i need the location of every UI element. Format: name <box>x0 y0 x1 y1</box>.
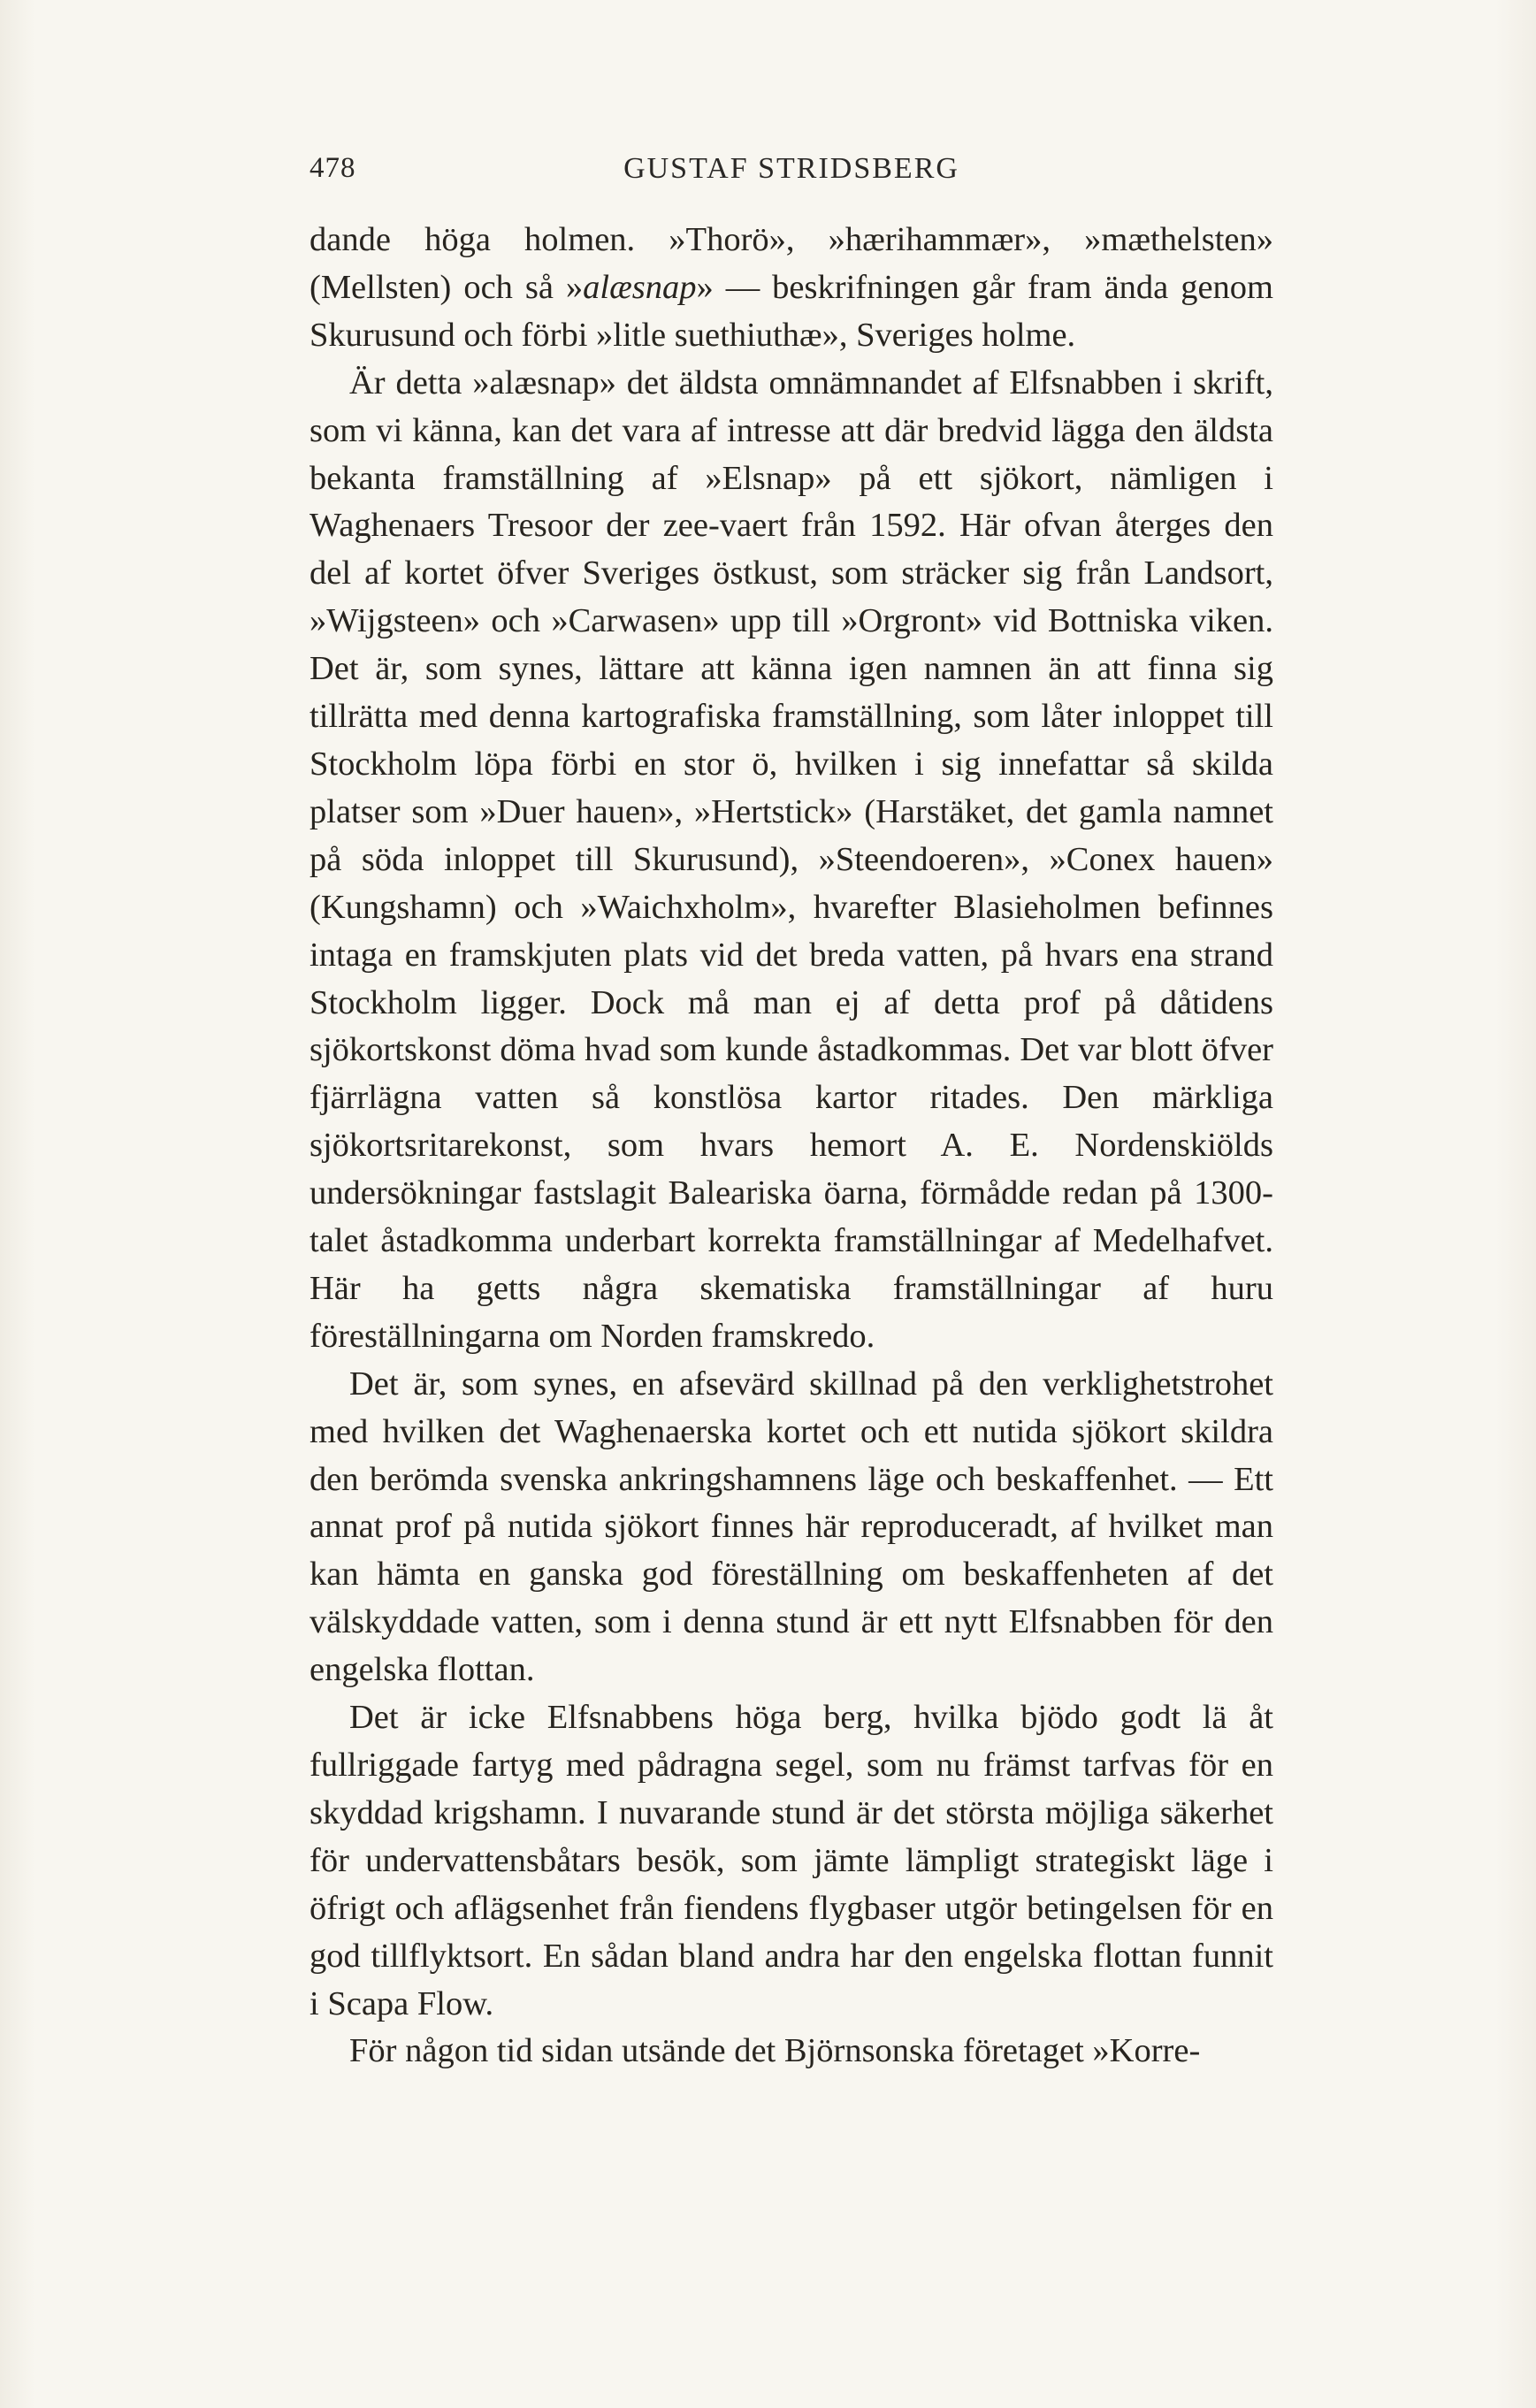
paragraph-1 <box>309 217 1273 360</box>
paragraph-5: För någon tid sidan utsände det Björnsonska företaget »Korre- <box>349 2032 1201 2070</box>
running-head <box>309 152 1273 196</box>
running-title: GUSTAF STRIDSBERG <box>623 152 959 185</box>
italic-word-alaesnap: alæsnap <box>583 268 697 306</box>
paragraph-3: Det är, som synes, en afsevärd skillnad på den verklighetstrohet med hvilken det Waghenaerska kortet och ett nutida sjökort skildra den berömda svenska ankringshamnens läge och beskaffenhet. — Ett annat prof på nutida sjökort finnes här reproduceradt, af hvilket man kan hämta en ganska god föreställning om beskaffenheten af det välskyddade vatten, som i denna stund är ett nytt Elfsnabben för den engelska flottan. <box>309 1365 1273 1689</box>
body-text <box>309 217 1273 2075</box>
paragraph-2: Är detta »alæsnap» det äldsta omnämnandet af Elfsnabben i skrift, som vi känna, kan det vara af intresse att där bredvid lägga den äldsta bekanta framställning af »Elsnap» på ett sjökort, nämligen i Waghenaers Tresoor der zee-vaert från 1592. Här ofvan återges den del af kortet öfver Sveriges östkust, som sträcker sig från Landsort, »Wijgsteen» och »Carwasen» upp till »Orgront» vid Bottniska viken. Det är, som synes, lättare att känna igen namnen än att finna sig tillrätta med denna kartografiska framställning, som låter inloppet till Stockholm löpa förbi en stor ö, hvilken i sig innefattar så skilda platser som »Duer hauen», »Hertstick» (Harstäket, det gamla namnet på söda inloppet till Skurusund), »Steendoeren», »Conex hauen» (Kungshamn) och »Waichxholm», hvarefter Blasieholmen befinnes intaga en framskjuten plats vid det breda vatten, på hvars ena strand Stockholm ligger. Dock må man ej af detta prof på dåtidens sjökortskonst döma hvad som kunde åstadkommas. Det var blott öfver fjärrlägna vatten så konstlösa kartor ritades. Den märkliga sjökortsritarekonst, som hvars hemort A. E. Nordenskiölds undersökningar fastslagit Baleariska öarna, förmådde redan på 1300-talet åstadkomma underbart korrekta framställningar af Medelhafvet. Här ha getts några skematiska framställningar af huru föreställningarna om Norden framskredo. <box>309 363 1273 1355</box>
page-number: 478 <box>309 152 356 184</box>
paragraph-1-end: » — beskrifningen går fram ända genom Skurusund och förbi »litle suethiuthæ», Sveriges holme. <box>309 268 1273 354</box>
paragraph-1-start: dande höga holmen. »Thorö», »hærihammær», »mæthelsten» (Mellsten) och så » <box>309 221 1273 306</box>
paragraph-4: Det är icke Elfsnabbens höga berg, hvilka bjödo godt lä åt fullriggade fartyg med pådragna segel, som nu främst tarfvas för en skyddad krigshamn. I nuvarande stund är det största möjliga säkerhet för undervattensbåtars besök, som jämte lämpligt strategiskt läge i öfrigt och aflägsenhet från fiendens flygbaser utgör betingelsen för en god tillflyktsort. En sådan bland andra har den engelska flottan funnit i Scapa Flow. <box>309 1699 1273 2022</box>
